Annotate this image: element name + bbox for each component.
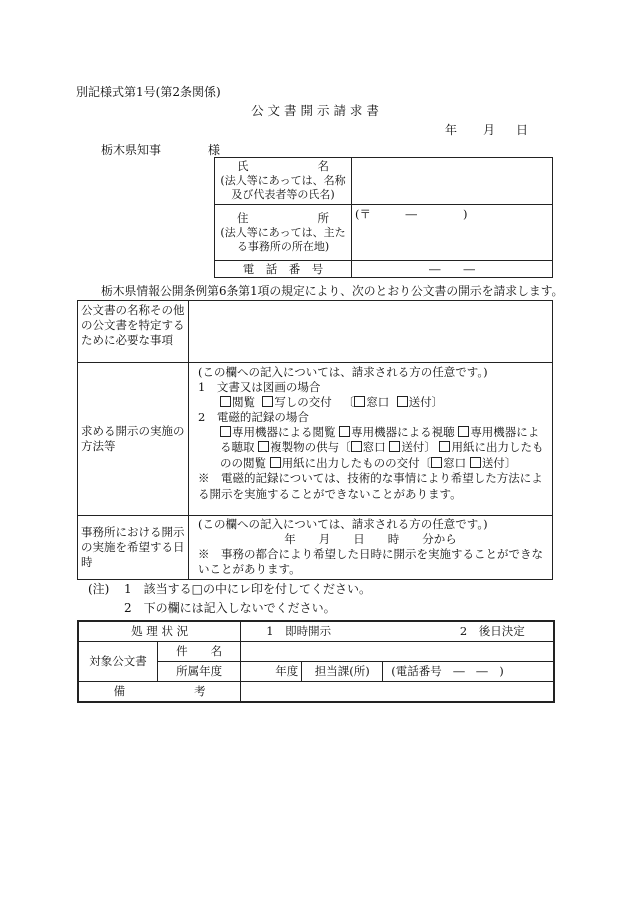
- checkbox-window-3[interactable]: [431, 457, 442, 468]
- opt-view-label: 閲覧: [232, 394, 255, 409]
- date-month-label: 月: [483, 123, 496, 137]
- opt-e-label: 用紙に出力したものの閲覧: [220, 440, 544, 470]
- opt-send-1-label: 送付: [408, 394, 432, 409]
- form-id: 別記様式第1号(第2条関係): [76, 85, 221, 99]
- request-statement: 栃木県情報公開条例第6条第1項の規定により、次のとおり公文書の開示を請求します。: [101, 284, 564, 298]
- checkbox-opt-a[interactable]: [220, 426, 231, 437]
- name-field[interactable]: [352, 158, 553, 205]
- opt-f-label: 用紙に出力したものの交付: [281, 455, 420, 470]
- dept-label: 担当課(所): [302, 661, 383, 681]
- checkbox-send-3[interactable]: [470, 457, 481, 468]
- method-note: ※ 電磁的記録については、技術的な事情により希望した方法による開示を実施することができないことがあります。: [198, 471, 543, 501]
- request-table: [77, 300, 553, 580]
- opt-window-3-label: 窓口: [443, 455, 467, 470]
- method-label: 求める開示の実施の方法等: [78, 363, 189, 516]
- date-day-label: 日: [516, 123, 529, 137]
- opt-copy-label: 写しの交付: [274, 394, 332, 409]
- address-label: 住 所: [237, 210, 329, 225]
- document-field[interactable]: [189, 301, 553, 363]
- addressee: 栃木県知事: [101, 143, 162, 157]
- status-opt-2[interactable]: 2 後日決定: [459, 623, 525, 638]
- status-options: [241, 621, 554, 641]
- note-2: 2 下の欄には記入しないでください。: [124, 601, 336, 615]
- address-label-cell: [215, 205, 352, 261]
- method-cell: [189, 363, 553, 516]
- status-label: 処 理 状 況: [78, 621, 241, 641]
- method-optional: (この欄への記入については、請求される方の任意です。): [198, 365, 488, 379]
- datetime-label: 事務所における開示の実施を希望する日時: [78, 516, 189, 580]
- checkbox-window-2[interactable]: [351, 441, 362, 452]
- note-1: 1 該当する□の中にレ印を付してください。: [124, 582, 371, 596]
- opt-b-label: 専用機器による視聴: [351, 424, 455, 439]
- date-year-label: 年: [445, 123, 458, 137]
- phone-value: ― ―: [429, 261, 475, 276]
- checkbox-copy[interactable]: [262, 396, 273, 407]
- item-name-field[interactable]: [241, 641, 554, 661]
- method-1-title: 1 文書又は図画の場合: [198, 379, 321, 394]
- opt-a-label: 専用機器による閲覧: [232, 424, 336, 439]
- method-2-options: 専用機器による閲覧 専用機器による視聴 専用機器による聴取 複製物の供与〔 窓口 送付〕 用紙に出力したものの閲覧 用紙に出力したものの交付〔 窓口 送付〕: [220, 424, 544, 470]
- checkbox-opt-f[interactable]: [270, 457, 281, 468]
- document-label: 公文書の名称その他の公文書を特定するために必要な事項: [78, 301, 189, 363]
- phone-label: 電 話 番 号: [215, 261, 352, 278]
- year-suffix: 年度: [241, 661, 302, 681]
- opt-window-1-label: 窓口: [366, 394, 390, 409]
- office-table: [77, 620, 555, 703]
- honorific: 様: [208, 143, 221, 157]
- checkbox-window-1[interactable]: [354, 396, 365, 407]
- fiscal-year-label: 所属年度: [158, 661, 241, 681]
- checkbox-send-2[interactable]: [389, 441, 400, 452]
- checkbox-opt-b[interactable]: [339, 426, 350, 437]
- phone-field[interactable]: [352, 261, 553, 278]
- name-label-cell: [215, 158, 352, 205]
- opt-send-3-label: 送付: [481, 455, 505, 470]
- method-2-title: 2 電磁的記録の場合: [198, 409, 309, 424]
- opt-d-label: 複製物の供与: [270, 440, 340, 455]
- datetime-note: ※ 事務の都合により希望した日時に開示を実施することができないことがあります。: [198, 546, 543, 577]
- item-name-label: 件 名: [158, 641, 241, 661]
- postal-code: (〒 ― ): [355, 207, 468, 221]
- checkbox-opt-c[interactable]: [458, 426, 469, 437]
- datetime-fields[interactable]: 年 月 日 時 分から: [284, 531, 457, 546]
- name-label: 氏 名: [237, 159, 329, 174]
- note-prefix: (注): [88, 582, 110, 596]
- opt-send-2-label: 送付: [401, 440, 425, 455]
- remarks-field[interactable]: [241, 681, 554, 702]
- datetime-cell: [189, 516, 553, 580]
- datetime-optional: (この欄への記入については、請求される方の任意です。): [198, 517, 488, 531]
- opt-c-label: 専用機器による聴取: [220, 424, 540, 455]
- checkbox-opt-e[interactable]: [439, 441, 450, 452]
- checkbox-view[interactable]: [220, 396, 231, 407]
- method-1-options: 閲覧 写しの交付 〔 窓口 送付〕: [192, 395, 549, 410]
- address-note: (法人等にあっては、主たる事務所の所在地): [220, 225, 346, 253]
- status-opt-1[interactable]: 1 即時開示: [266, 623, 332, 638]
- target-label: 対象公文書: [78, 641, 158, 681]
- page-title: 公 文 書 開 示 請 求 書: [251, 103, 379, 118]
- checkbox-opt-d[interactable]: [258, 441, 269, 452]
- checkbox-send-1[interactable]: [397, 396, 408, 407]
- dept-phone: (電話番号 ― ― ): [383, 661, 554, 681]
- opt-window-2-label: 窓口: [362, 440, 386, 455]
- address-field[interactable]: [352, 205, 553, 261]
- name-note: (法人等にあっては、名称及び代表者等の氏名): [220, 174, 346, 202]
- remarks-label: 備 考: [78, 681, 241, 702]
- requester-table: [214, 157, 553, 278]
